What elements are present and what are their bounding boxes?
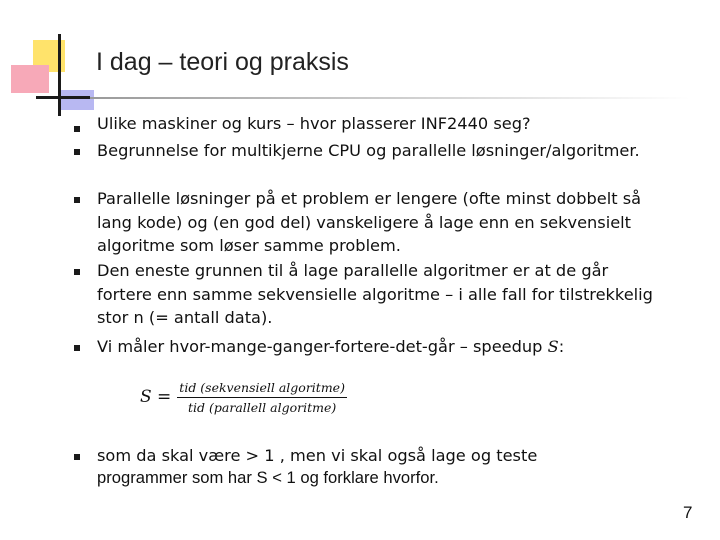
- logo-horizontal-line: [36, 96, 90, 99]
- formula-numerator: tid (sekvensiell algoritme): [177, 380, 347, 398]
- formula-fraction: [177, 380, 347, 415]
- bullet-text: [97, 335, 657, 359]
- slide-title: I dag – teori og praksis: [96, 48, 349, 76]
- logo: [0, 0, 110, 120]
- speedup-colon: :: [558, 337, 565, 356]
- speedup-sentence: Vi måler hvor-mange-ganger-fortere-det-går – speedup: [97, 337, 543, 356]
- speedup-formula: [140, 375, 347, 419]
- bullet-square-icon: [74, 454, 80, 460]
- bullet-text: [97, 444, 657, 467]
- logo-vertical-line: [58, 34, 61, 116]
- speedup-symbol: S: [547, 337, 559, 356]
- bullet-square-icon: [74, 269, 80, 275]
- bullet-text: Begrunnelse for multikjerne CPU og parallelle løsninger/algoritmer.: [97, 141, 640, 160]
- bullet-square-icon: [74, 345, 80, 351]
- bullet-square-icon: [74, 126, 80, 132]
- title-underline: [90, 97, 690, 99]
- bullet-square-icon: [74, 149, 80, 155]
- bullet-continuation: programmer som har S < 1 og forklare hvorfor.: [97, 468, 439, 487]
- bullet-text: Ulike maskiner og kurs – hvor plasserer INF2440 seg?: [97, 114, 531, 133]
- logo-blue-square: [60, 90, 94, 110]
- bullet-square-icon: [74, 197, 80, 203]
- bullet-text: Den eneste grunnen til å lage parallelle algoritmer er at de går fortere enn samme sekvensielle algoritme – i alle fall for tilstrekkelig stor n (= antall data).: [97, 261, 653, 327]
- page-number: 7: [683, 503, 693, 522]
- logo-pink-square: [11, 65, 49, 93]
- formula-denominator: tid (parallell algoritme): [188, 399, 337, 415]
- formula-lhs: S =: [140, 387, 172, 407]
- bullet-text: Parallelle løsninger på et problem er lengere (ofte minst dobbelt så lang kode) og (en god del) vanskeligere å lage enn en sekvensielt algoritme som løser samme problem.: [97, 189, 642, 255]
- bullet-first-line: som da skal være > 1 , men vi skal også lage og teste: [97, 446, 538, 465]
